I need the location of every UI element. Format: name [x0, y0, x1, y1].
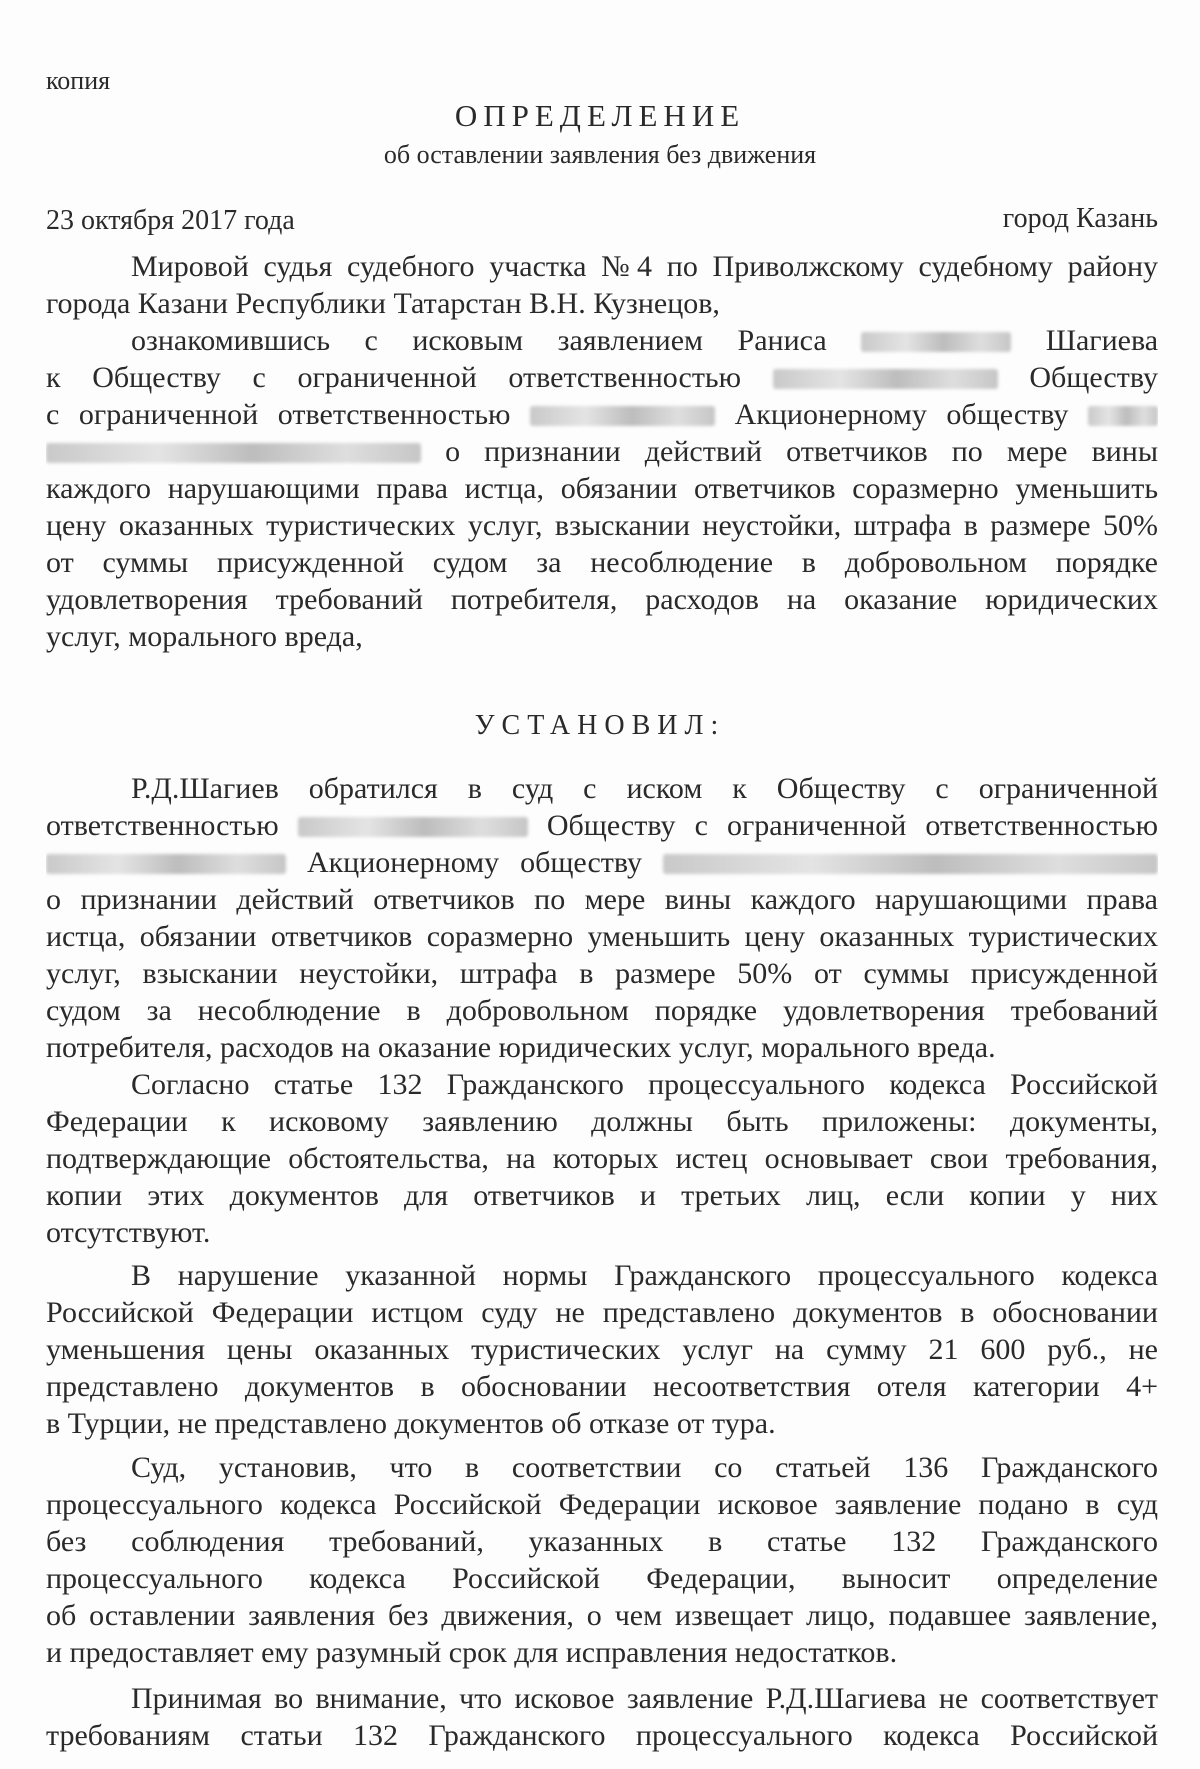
section-heading: УСТАНОВИЛ:	[474, 710, 726, 741]
redaction-blur	[46, 854, 286, 874]
paragraph	[46, 770, 1158, 1066]
text-line: и предоставляет ему разумный срок для исправления недостатков.	[46, 1636, 898, 1669]
text-line: удовлетворения требований потребителя, расходов на оказание юридических	[46, 583, 1158, 616]
redaction-blur	[663, 854, 1158, 874]
text-line: копии этих документов для ответчиков и третьих лиц, если копии у них	[46, 1179, 1158, 1212]
text-line: судом за несоблюдение в добровольном порядке удовлетворения требований	[46, 994, 1158, 1027]
text-line: требованиям статьи 132 Гражданского процессуального кодекса Российской	[46, 1719, 1158, 1752]
text-line: об оставлении заявления без движения, о чем извещает лицо, подавшее заявление,	[46, 1599, 1158, 1632]
text-segment: с ограниченной ответственностью	[46, 398, 511, 431]
text-line: без соблюдения требований, указанных в статье 132 Гражданского	[46, 1525, 1158, 1558]
text-line: услуг, взыскании неустойки, штрафа в размере 50% от суммы присужденной	[46, 957, 1158, 990]
paragraph	[46, 1680, 1158, 1754]
text-line: процессуального кодекса Российской Федерации, выносит определение	[46, 1562, 1158, 1595]
text-line: Р.Д.Шагиев обратился в суд с иском к Обществу с ограниченной	[131, 772, 1158, 805]
text-line	[46, 396, 1158, 433]
redaction-blur	[861, 332, 1011, 352]
text-segment: Акционерному обществу	[734, 398, 1069, 431]
text-line: отсутствуют.	[46, 1216, 211, 1249]
text-line: Согласно статье 132 Гражданского процессуального кодекса Российской	[131, 1068, 1158, 1101]
paragraph	[46, 1066, 1158, 1251]
text-line: истца, обязании ответчиков соразмерно уменьшить цену оказанных туристических	[46, 920, 1158, 953]
text-segment: Акционерному обществу	[306, 846, 643, 879]
redaction-blur	[298, 817, 528, 837]
text-line: Федерации к исковому заявлению должны быть приложены: документы,	[46, 1105, 1158, 1138]
text-line: представлено документов в обосновании несоответствия отеля категории 4+	[46, 1370, 1158, 1403]
document-subtitle: об оставлении заявления без движения	[383, 140, 817, 169]
text-line: процессуального кодекса Российской Федерации исковое заявление подано в суд	[46, 1488, 1158, 1521]
text-segment: ответственностью	[46, 809, 279, 842]
text-line: цену оказанных туристических услуг, взыскании неустойки, штрафа в размере 50%	[46, 509, 1158, 542]
text-segment: Обществу с ограниченной ответственностью	[546, 809, 1158, 842]
text-line: о признании действий ответчиков по мере вины каждого нарушающими права	[46, 883, 1158, 916]
text-line	[46, 359, 1158, 396]
redaction-blur	[46, 443, 421, 463]
text-segment: к Обществу с ограниченной ответственностью	[46, 361, 742, 394]
document-date: 23 октября 2017 года	[46, 205, 295, 236]
document-city: город Казань	[1002, 203, 1158, 234]
redaction-blur	[530, 406, 715, 426]
text-line: города Казани Республики Татарстан В.Н. Кузнецов,	[46, 287, 720, 320]
paragraph	[46, 1257, 1158, 1442]
text-line: в Турции, не представлено документов об отказе от тура.	[46, 1407, 776, 1440]
text-line: Суд, установив, что в соответствии со статьей 136 Гражданского	[131, 1451, 1158, 1484]
copy-mark: копия	[46, 66, 111, 95]
text-segment: Обществу	[1029, 361, 1158, 394]
text-line: уменьшения цены оказанных туристических услуг на сумму 21 600 руб., не	[46, 1333, 1158, 1366]
text-line: потребителя, расходов на оказание юридических услуг, морального вреда.	[46, 1031, 996, 1064]
text-segment: Шагиева	[1045, 324, 1158, 357]
text-line: каждого нарушающими права истца, обязании ответчиков соразмерно уменьшить	[46, 472, 1158, 505]
text-segment: ознакомившись с исковым заявлением Раниса	[131, 324, 827, 357]
text-line: Принимая во внимание, что исковое заявление Р.Д.Шагиева не соответствует	[131, 1682, 1158, 1715]
text-line	[46, 844, 1158, 881]
text-line: услуг, морального вреда,	[46, 620, 363, 653]
redaction-blur	[773, 369, 998, 389]
intro-paragraph	[46, 248, 1158, 655]
text-line: В нарушение указанной нормы Гражданского процессуального кодекса	[131, 1259, 1158, 1292]
text-line: Мировой судья судебного участка №4 по Приволжскому судебному району	[131, 250, 1158, 283]
text-line	[46, 807, 1158, 844]
text-line: Российской Федерации истцом суду не представлено документов в обосновании	[46, 1296, 1158, 1329]
text-line	[46, 433, 1158, 470]
paragraph	[46, 1449, 1158, 1671]
document-title: ОПРЕДЕЛЕНИЕ	[454, 98, 746, 133]
redaction-blur	[1088, 406, 1158, 426]
text-segment: о признании действий ответчиков по мере вины	[445, 435, 1158, 468]
text-line: подтверждающие обстоятельства, на которых истец основывает свои требования,	[46, 1142, 1158, 1175]
text-line	[46, 322, 1158, 359]
text-line: от суммы присужденной судом за несоблюдение в добровольном порядке	[46, 546, 1158, 579]
